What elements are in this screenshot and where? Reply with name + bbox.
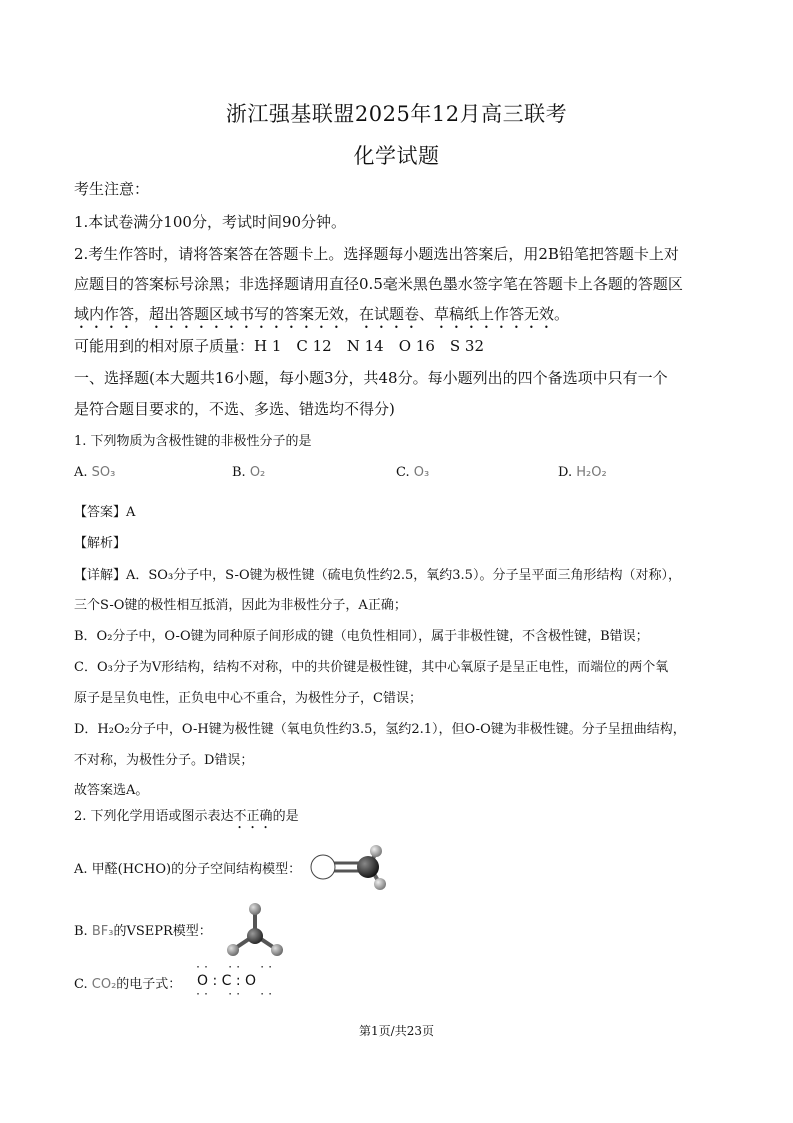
- q2-option-b: [74, 920, 212, 939]
- q1-option-b-key: B.: [232, 465, 246, 480]
- q1-detail-line3: B．O₂分子中，O-O键为同种原子间形成的键（电负性相同），属于非极性键，不含极性键，B错误；: [74, 629, 649, 644]
- q1-option-d-key: D.: [558, 465, 573, 480]
- page-subtitle: 化学试题: [353, 144, 440, 168]
- q1-conclusion: 故答案选A。: [74, 783, 149, 798]
- notice-heading: 考生注意：: [74, 180, 150, 198]
- q2-stem-post: 的是: [272, 809, 299, 824]
- notice-item-2-line2: 应题目的答案标号涂黑；非选择题请用直径0.5毫米黑色墨水签字笔在答题卡上各题的答题区: [74, 275, 683, 293]
- q1-option-b: [232, 465, 265, 480]
- formaldehyde-model-icon: [308, 842, 390, 894]
- section1-heading-line1: 一、选择题(本大题共16小题，每小题3分，共48分。每小题列出的四个备选项中只有一个: [74, 369, 668, 387]
- q2-stem-emphasis: 不正确: [233, 809, 273, 824]
- bf3-vsepr-model-icon: [222, 900, 286, 960]
- co2-lewis-text: O : C : O: [197, 973, 257, 989]
- atomic-masses: 可能用到的相对原子质量：H 1 C 12 N 14 O 16 S 32: [74, 337, 484, 355]
- q1-option-c-key: C.: [396, 465, 410, 480]
- notice-item-2-line1: 2.考生作答时，请将答案答在答题卡上。选择题每小题选出答案后，用2B铅笔把答题卡上对: [74, 245, 679, 263]
- q2-option-b-formula: BF₃: [91, 924, 114, 939]
- q1-option-c: [396, 465, 429, 480]
- q2-stem: [74, 805, 299, 832]
- q1-stem: 1. 下列物质为含极性键的非极性分子的是: [74, 434, 312, 449]
- q1-option-a-formula: SO₃: [91, 465, 116, 480]
- q2-option-c-text: 的电子式：: [116, 977, 182, 992]
- notice-item-2-line3-text: 域内作答，超出答题区域书写的答案无效，在试题卷、草稿纸上作答无效。: [74, 305, 570, 323]
- q1-option-b-formula: O₂: [249, 465, 266, 480]
- q2-option-b-key: B.: [74, 924, 88, 939]
- q1-answer: 【答案】A: [74, 505, 136, 520]
- q1-option-a-key: A.: [74, 465, 88, 480]
- q1-detail-line5: 原子是呈负电性，正负电中心不重合，为极性分子，C错误；: [74, 691, 422, 706]
- q2-option-c-formula: CO₂: [91, 977, 117, 992]
- notice-item-1: 1.本试卷满分100分，考试时间90分钟。: [74, 213, 347, 231]
- section1-heading-line2: 是符合题目要求的，不选、多选、错选均不得分): [74, 400, 395, 418]
- q1-option-a: [74, 465, 115, 480]
- q2-stem-pre: 2. 下列化学用语或图示表达: [74, 809, 234, 824]
- q1-analysis-label: 【解析】: [74, 536, 127, 551]
- q1-detail-line6: D．H₂O₂分子中，O-H键为极性键（氧电负性约3.5，氢约2.1），但O-O键为非极性键。分子呈扭曲结构，: [74, 722, 686, 737]
- q1-detail-line1: 【详解】A．SO₃分子中，S-O键为极性键（硫电负性约2.5，氧约3.5）。分子呈平面三角形结构（对称），: [74, 568, 681, 583]
- page-title: 浙江强基联盟2025年12月高三联考: [225, 102, 568, 126]
- q2-option-c-key: C.: [74, 977, 88, 992]
- notice-item-2-line3: [74, 303, 569, 332]
- q1-option-d: [558, 465, 607, 480]
- q2-option-a: A. 甲醛(HCHO)的分子空间结构模型：: [74, 862, 302, 877]
- q1-detail-line2: 三个S-O键的极性相互抵消，因此为非极性分子，A正确；: [74, 598, 407, 613]
- q1-option-c-formula: O₃: [413, 465, 430, 480]
- co2-lewis-structure: ·· ·· ·· O : C : O ·· ·· ··: [195, 962, 276, 1000]
- q1-option-d-formula: H₂O₂: [576, 465, 607, 480]
- q1-detail-line4: C．O₃分子为V形结构，结构不对称，中的共价键是极性键，其中心氧原子是呈正电性，而端位的两个氧: [74, 660, 669, 675]
- q2-option-b-text: 的VSEPR模型：: [113, 924, 212, 939]
- q1-detail-line7: 不对称，为极性分子。D错误；: [74, 753, 254, 768]
- q2-option-c: [74, 973, 181, 992]
- page-footer: 第1页/共23页: [359, 1024, 434, 1038]
